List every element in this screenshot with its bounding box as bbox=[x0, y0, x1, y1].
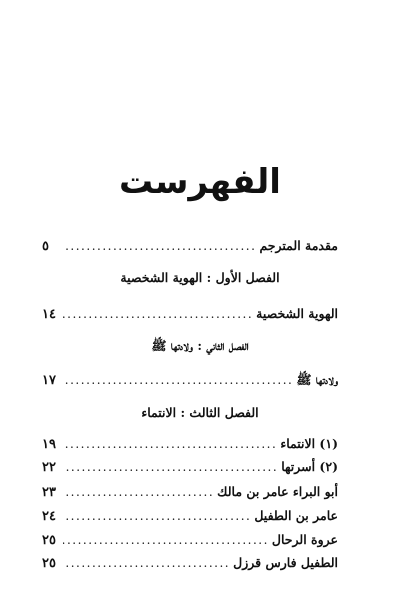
toc-entry-tufayl[interactable] bbox=[42, 553, 338, 573]
toc-entry-label: (١) الانتماء bbox=[280, 436, 338, 451]
toc-entry-urwa[interactable] bbox=[42, 530, 338, 550]
toc-entry-label: ولادتها ﷺ bbox=[296, 372, 338, 387]
toc-entry-label: الطفيل فارس قرزل bbox=[233, 555, 338, 570]
toc-entry-page: ٢٤ bbox=[42, 509, 56, 524]
leader-dots bbox=[63, 236, 256, 256]
leader-dots bbox=[63, 457, 278, 477]
toc-entry-page: ٢٣ bbox=[42, 485, 56, 500]
chapter-heading-1[interactable]: الفصل الأول : الهوية الشخصية bbox=[120, 270, 280, 285]
toc-entry-page: ٢٥ bbox=[42, 533, 56, 548]
toc-entry-birth[interactable] bbox=[42, 370, 338, 390]
toc-entry-label: مقدمة المترجم bbox=[259, 238, 338, 253]
toc-entry-amir-ibn-tufayl[interactable] bbox=[42, 506, 338, 526]
toc-entry-label: الهوية الشخصية bbox=[256, 306, 338, 321]
toc-entry-page: ١٩ bbox=[42, 437, 56, 452]
leader-dots bbox=[63, 434, 277, 454]
leader-dots bbox=[63, 482, 214, 502]
leader-dots bbox=[63, 530, 269, 550]
page-title: الفهرست bbox=[119, 162, 281, 202]
toc-entry-label: (٢) أسرتها bbox=[281, 459, 338, 474]
toc-entry-identity[interactable] bbox=[42, 304, 338, 324]
toc-entry-translator-intro[interactable] bbox=[42, 236, 338, 256]
toc-entry-family[interactable] bbox=[42, 457, 338, 477]
chapter-heading-3[interactable]: الفصل الثالث : الانتماء bbox=[141, 405, 259, 420]
leader-dots bbox=[63, 553, 230, 573]
toc-entry-page: ١٧ bbox=[42, 373, 56, 388]
toc-entry-label: أبو البراء عامر بن مالك bbox=[217, 484, 338, 499]
toc-entry-page: ٢٢ bbox=[42, 460, 56, 475]
leader-dots bbox=[63, 370, 293, 390]
toc-entry-abu-albaraa[interactable] bbox=[42, 482, 338, 502]
toc-entry-page: ٢٥ bbox=[42, 556, 56, 571]
leader-dots bbox=[63, 304, 253, 324]
chapter-heading-2[interactable]: الفصل الثاني : ولادتها ﷺ bbox=[151, 338, 249, 353]
toc-entry-page: ١٤ bbox=[42, 307, 56, 322]
toc-entry-page: ٥ bbox=[42, 239, 49, 254]
toc-entry-label: عامر بن الطفيل bbox=[254, 508, 338, 523]
toc-entry-belonging[interactable] bbox=[42, 434, 338, 454]
toc-entry-label: عروة الرحال bbox=[271, 532, 338, 547]
leader-dots bbox=[63, 506, 251, 526]
